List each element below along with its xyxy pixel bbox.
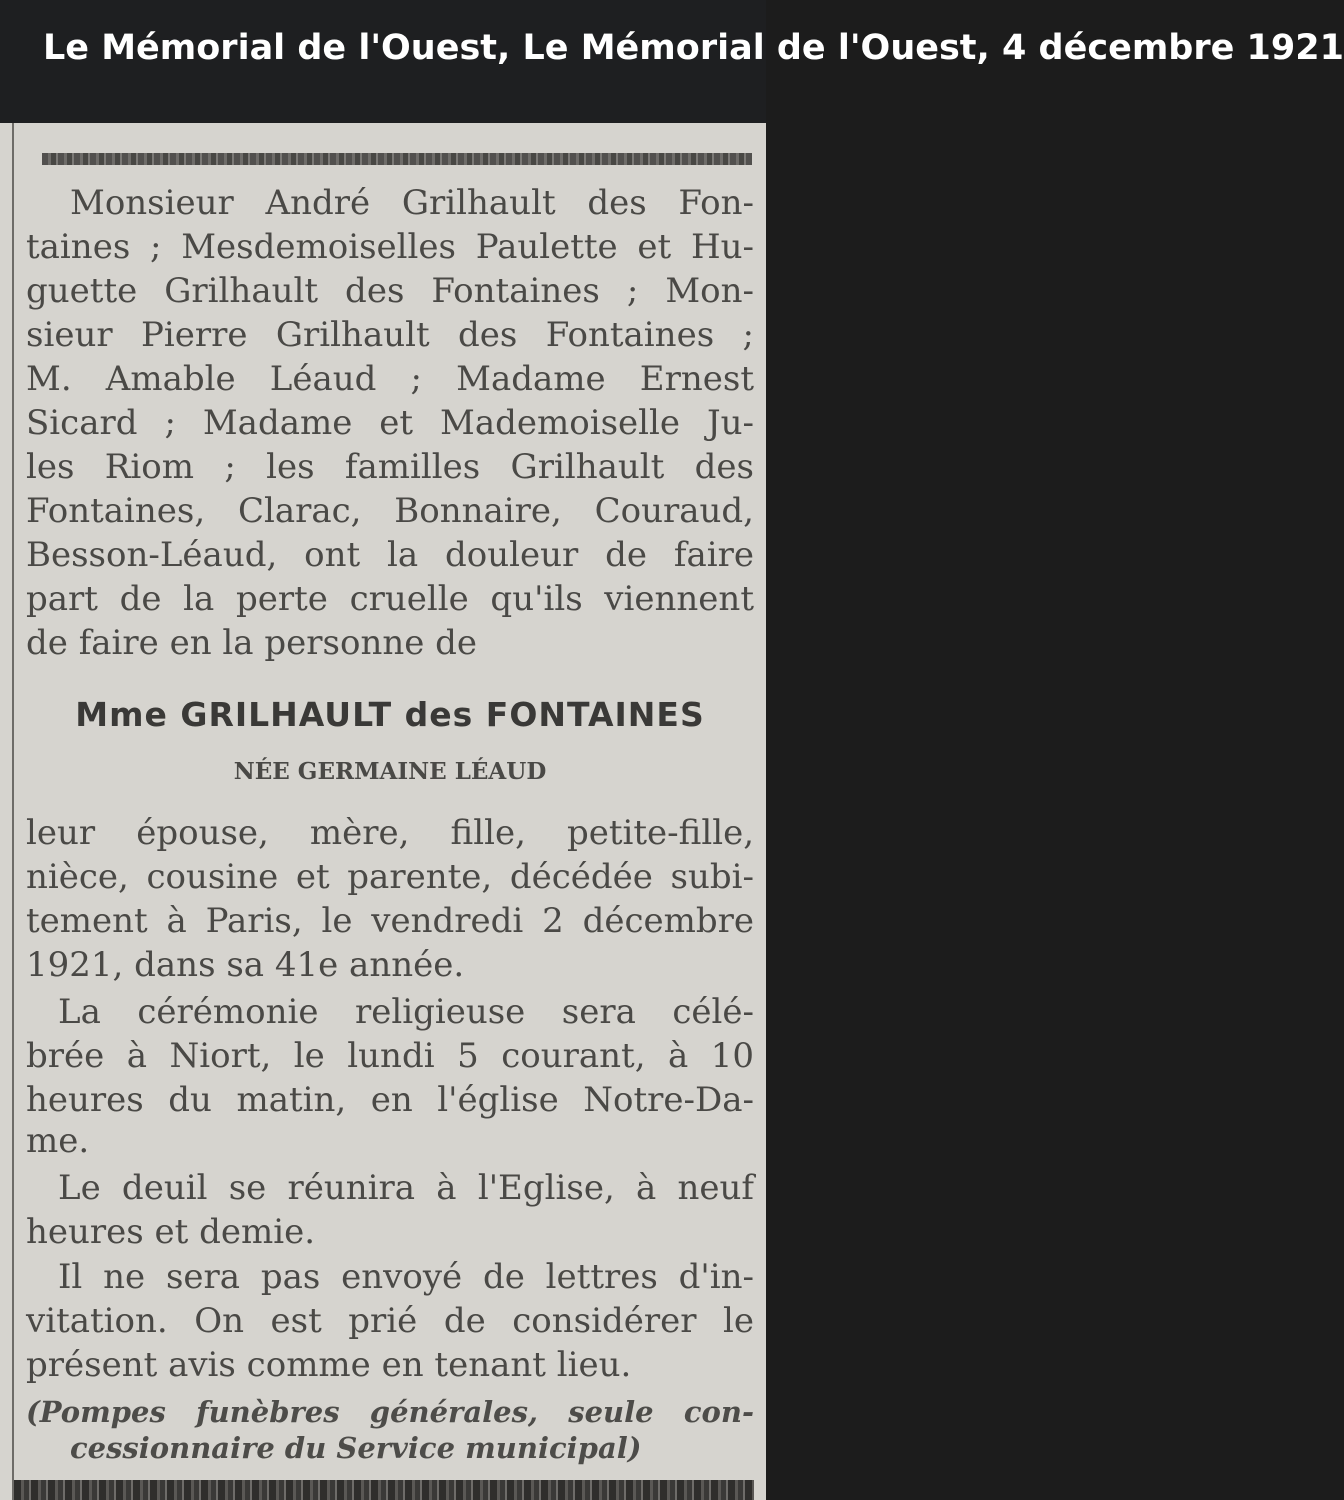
article-line: présent avis comme en tenant lieu. bbox=[26, 1345, 632, 1385]
article-line: heures et demie. bbox=[26, 1212, 316, 1252]
article-line: tement à Paris, le vendredi 2 décembre bbox=[26, 901, 754, 941]
article-line: Fontaines, Clarac, Bonnaire, Couraud, bbox=[26, 491, 754, 531]
top-separator-rule bbox=[42, 153, 752, 165]
column-rule bbox=[12, 123, 14, 1500]
article-line: Il ne sera pas envoyé de lettres d'in- bbox=[58, 1257, 754, 1297]
title-bar bbox=[0, 0, 1344, 123]
bottom-separator-rule bbox=[14, 1480, 754, 1500]
article-line: part de la perte cruelle qu'ils viennent bbox=[26, 579, 754, 619]
article-line: Sicard ; Madame et Mademoiselle Ju- bbox=[26, 403, 754, 443]
article-line: les Riom ; les familles Grilhault des bbox=[26, 447, 754, 487]
page-title bbox=[43, 28, 1344, 68]
article-footer-line: cessionnaire du Service municipal) bbox=[70, 1431, 642, 1465]
article-line: heures du matin, en l'église Notre-Da- bbox=[26, 1080, 754, 1120]
article-line: vitation. On est prié de considérer le bbox=[26, 1301, 754, 1341]
article-line: taines ; Mesdemoiselles Paulette et Hu- bbox=[26, 227, 754, 267]
article-line: de faire en la personne de bbox=[26, 623, 478, 663]
article-line: leur épouse, mère, fille, petite-fille, bbox=[26, 813, 754, 853]
article-line: sieur Pierre Grilhault des Fontaines ; bbox=[26, 315, 754, 355]
article-line: nièce, cousine et parente, décédée subi- bbox=[26, 857, 754, 897]
newspaper-clipping bbox=[0, 123, 766, 1500]
article-line: 1921, dans sa 41e année. bbox=[26, 945, 465, 985]
article-line: Besson-Léaud, ont la douleur de faire bbox=[26, 535, 754, 575]
article-line: me. bbox=[26, 1121, 90, 1161]
article-line: M. Amable Léaud ; Madame Ernest bbox=[26, 359, 754, 399]
deceased-name: Mme GRILHAULT des FONTAINES bbox=[75, 695, 705, 734]
article-line: Monsieur André Grilhault des Fon- bbox=[70, 183, 754, 223]
maiden-name: NÉE GERMAINE LÉAUD bbox=[233, 758, 547, 785]
article-line: brée à Niort, le lundi 5 courant, à 10 bbox=[26, 1036, 754, 1076]
article-line: guette Grilhault des Fontaines ; Mon- bbox=[26, 271, 754, 311]
page-title-text: Le Mémorial de l'Ouest, Le Mémorial de l'Ouest, 4 décembre 1921 bbox=[43, 28, 1344, 68]
article-line: Le deuil se réunira à l'Eglise, à neuf bbox=[58, 1168, 754, 1208]
article-line: La cérémonie religieuse sera célé- bbox=[58, 992, 754, 1032]
article-footer-line: (Pompes funèbres générales, seule con- bbox=[26, 1395, 754, 1429]
